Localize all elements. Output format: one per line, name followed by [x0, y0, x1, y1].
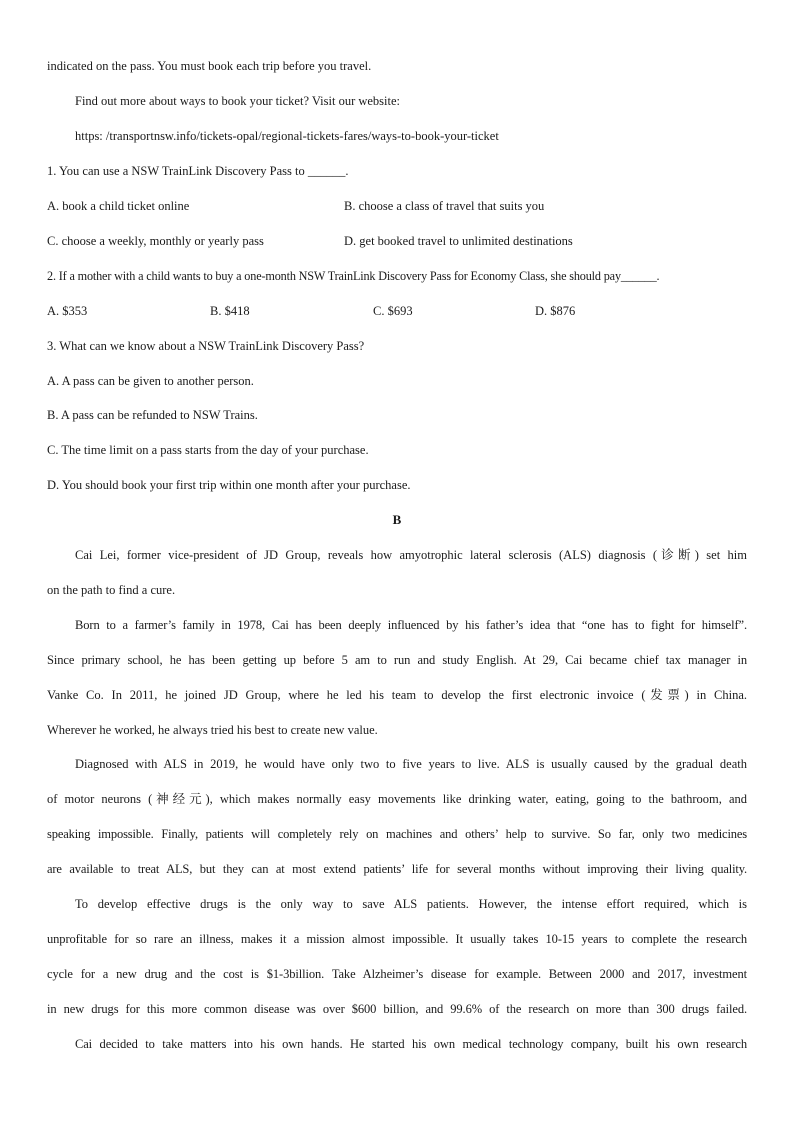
passage-a-text-line: indicated on the pass. You must book each trip before you travel.: [47, 59, 372, 73]
paragraph-line: Cai decided to take matters into his own hands. He started his own medical technology company, built his own research: [75, 1037, 747, 1051]
question-1-stem: 1. You can use a NSW TrainLink Discovery Pass to ______.: [47, 164, 349, 178]
paragraph-line: on the path to find a cure.: [47, 583, 176, 597]
paragraph-line: Vanke Co. In 2011, he joined JD Group, where he led his team to develop the first electronic invoice (发票) in China.: [47, 688, 747, 702]
question-1-option-d: D. get booked travel to unlimited destinations: [344, 234, 573, 248]
section-b-heading: B: [392, 512, 402, 527]
paragraph-line: in new drugs for this more common disease was over $600 billion, and 99.6% of the research on more than 300 drugs failed.: [47, 1002, 747, 1016]
question-1-option-c: C. choose a weekly, monthly or yearly pass: [47, 234, 264, 248]
paragraph-line: are available to treat ALS, but they can at most extend patients’ life for several months without improving their living quality.: [47, 862, 747, 876]
question-3-option-a: A. A pass can be given to another person.: [47, 374, 254, 388]
question-3-option-c: C. The time limit on a pass starts from the day of your purchase.: [47, 443, 369, 457]
question-1-option-a: A. book a child ticket online: [47, 199, 190, 213]
question-2-stem: 2. If a mother with a child wants to buy a one-month NSW TrainLink Discovery Pass for Economy Class, she should pay______.: [47, 269, 660, 283]
question-3-option-b: B. A pass can be refunded to NSW Trains.: [47, 408, 258, 422]
question-1-option-b: B. choose a class of travel that suits you: [344, 199, 545, 213]
question-2-option-d: D. $876: [535, 304, 576, 318]
paragraph-line: Cai Lei, former vice-president of JD Group, reveals how amyotrophic lateral sclerosis (ALS) diagnosis (诊断) set him: [75, 548, 747, 562]
question-3-option-d: D. You should book your first trip within one month after your purchase.: [47, 478, 411, 492]
paragraph-line: Born to a farmer’s family in 1978, Cai has been deeply influenced by his father’s idea that “one has to fight for himself”.: [75, 618, 747, 632]
question-2-option-a: A. $353: [47, 304, 88, 318]
question-2-option-c: C. $693: [373, 304, 413, 318]
paragraph-line: cycle for a new drug and the cost is $1-3billion. Take Alzheimer’s disease for example. Between 2000 and 2017, investment: [47, 967, 747, 981]
paragraph-line: unprofitable for so rare an illness, makes it a mission almost impossible. It usually takes 10-15 years to complete the research: [47, 932, 747, 946]
paragraph-line: speaking impossible. Finally, patients will completely rely on machines and others’ help to survive. So far, only two medicines: [47, 827, 747, 841]
passage-a-website-prompt: Find out more about ways to book your ticket? Visit our website:: [75, 94, 401, 108]
question-3-stem: 3. What can we know about a NSW TrainLink Discovery Pass?: [47, 339, 365, 353]
question-2-option-b: B. $418: [210, 304, 250, 318]
paragraph-line: Diagnosed with ALS in 2019, he would have only two to five years to live. ALS is usually caused by the gradual death: [75, 757, 747, 771]
passage-a-url: https: /transportnsw.info/tickets-opal/regional-tickets-fares/ways-to-book-your-ticket: [75, 129, 499, 143]
paragraph-line: Wherever he worked, he always tried his best to create new value.: [47, 723, 378, 737]
paragraph-line: To develop effective drugs is the only way to save ALS patients. However, the intense effort required, which is: [75, 897, 747, 911]
paragraph-line: Since primary school, he has been getting up before 5 am to run and study English. At 29, Cai became chief tax manager in: [47, 653, 747, 667]
paragraph-line: of motor neurons (神经元), which makes normally easy movements like drinking water, eating, going to the bathroom, and: [47, 792, 747, 806]
